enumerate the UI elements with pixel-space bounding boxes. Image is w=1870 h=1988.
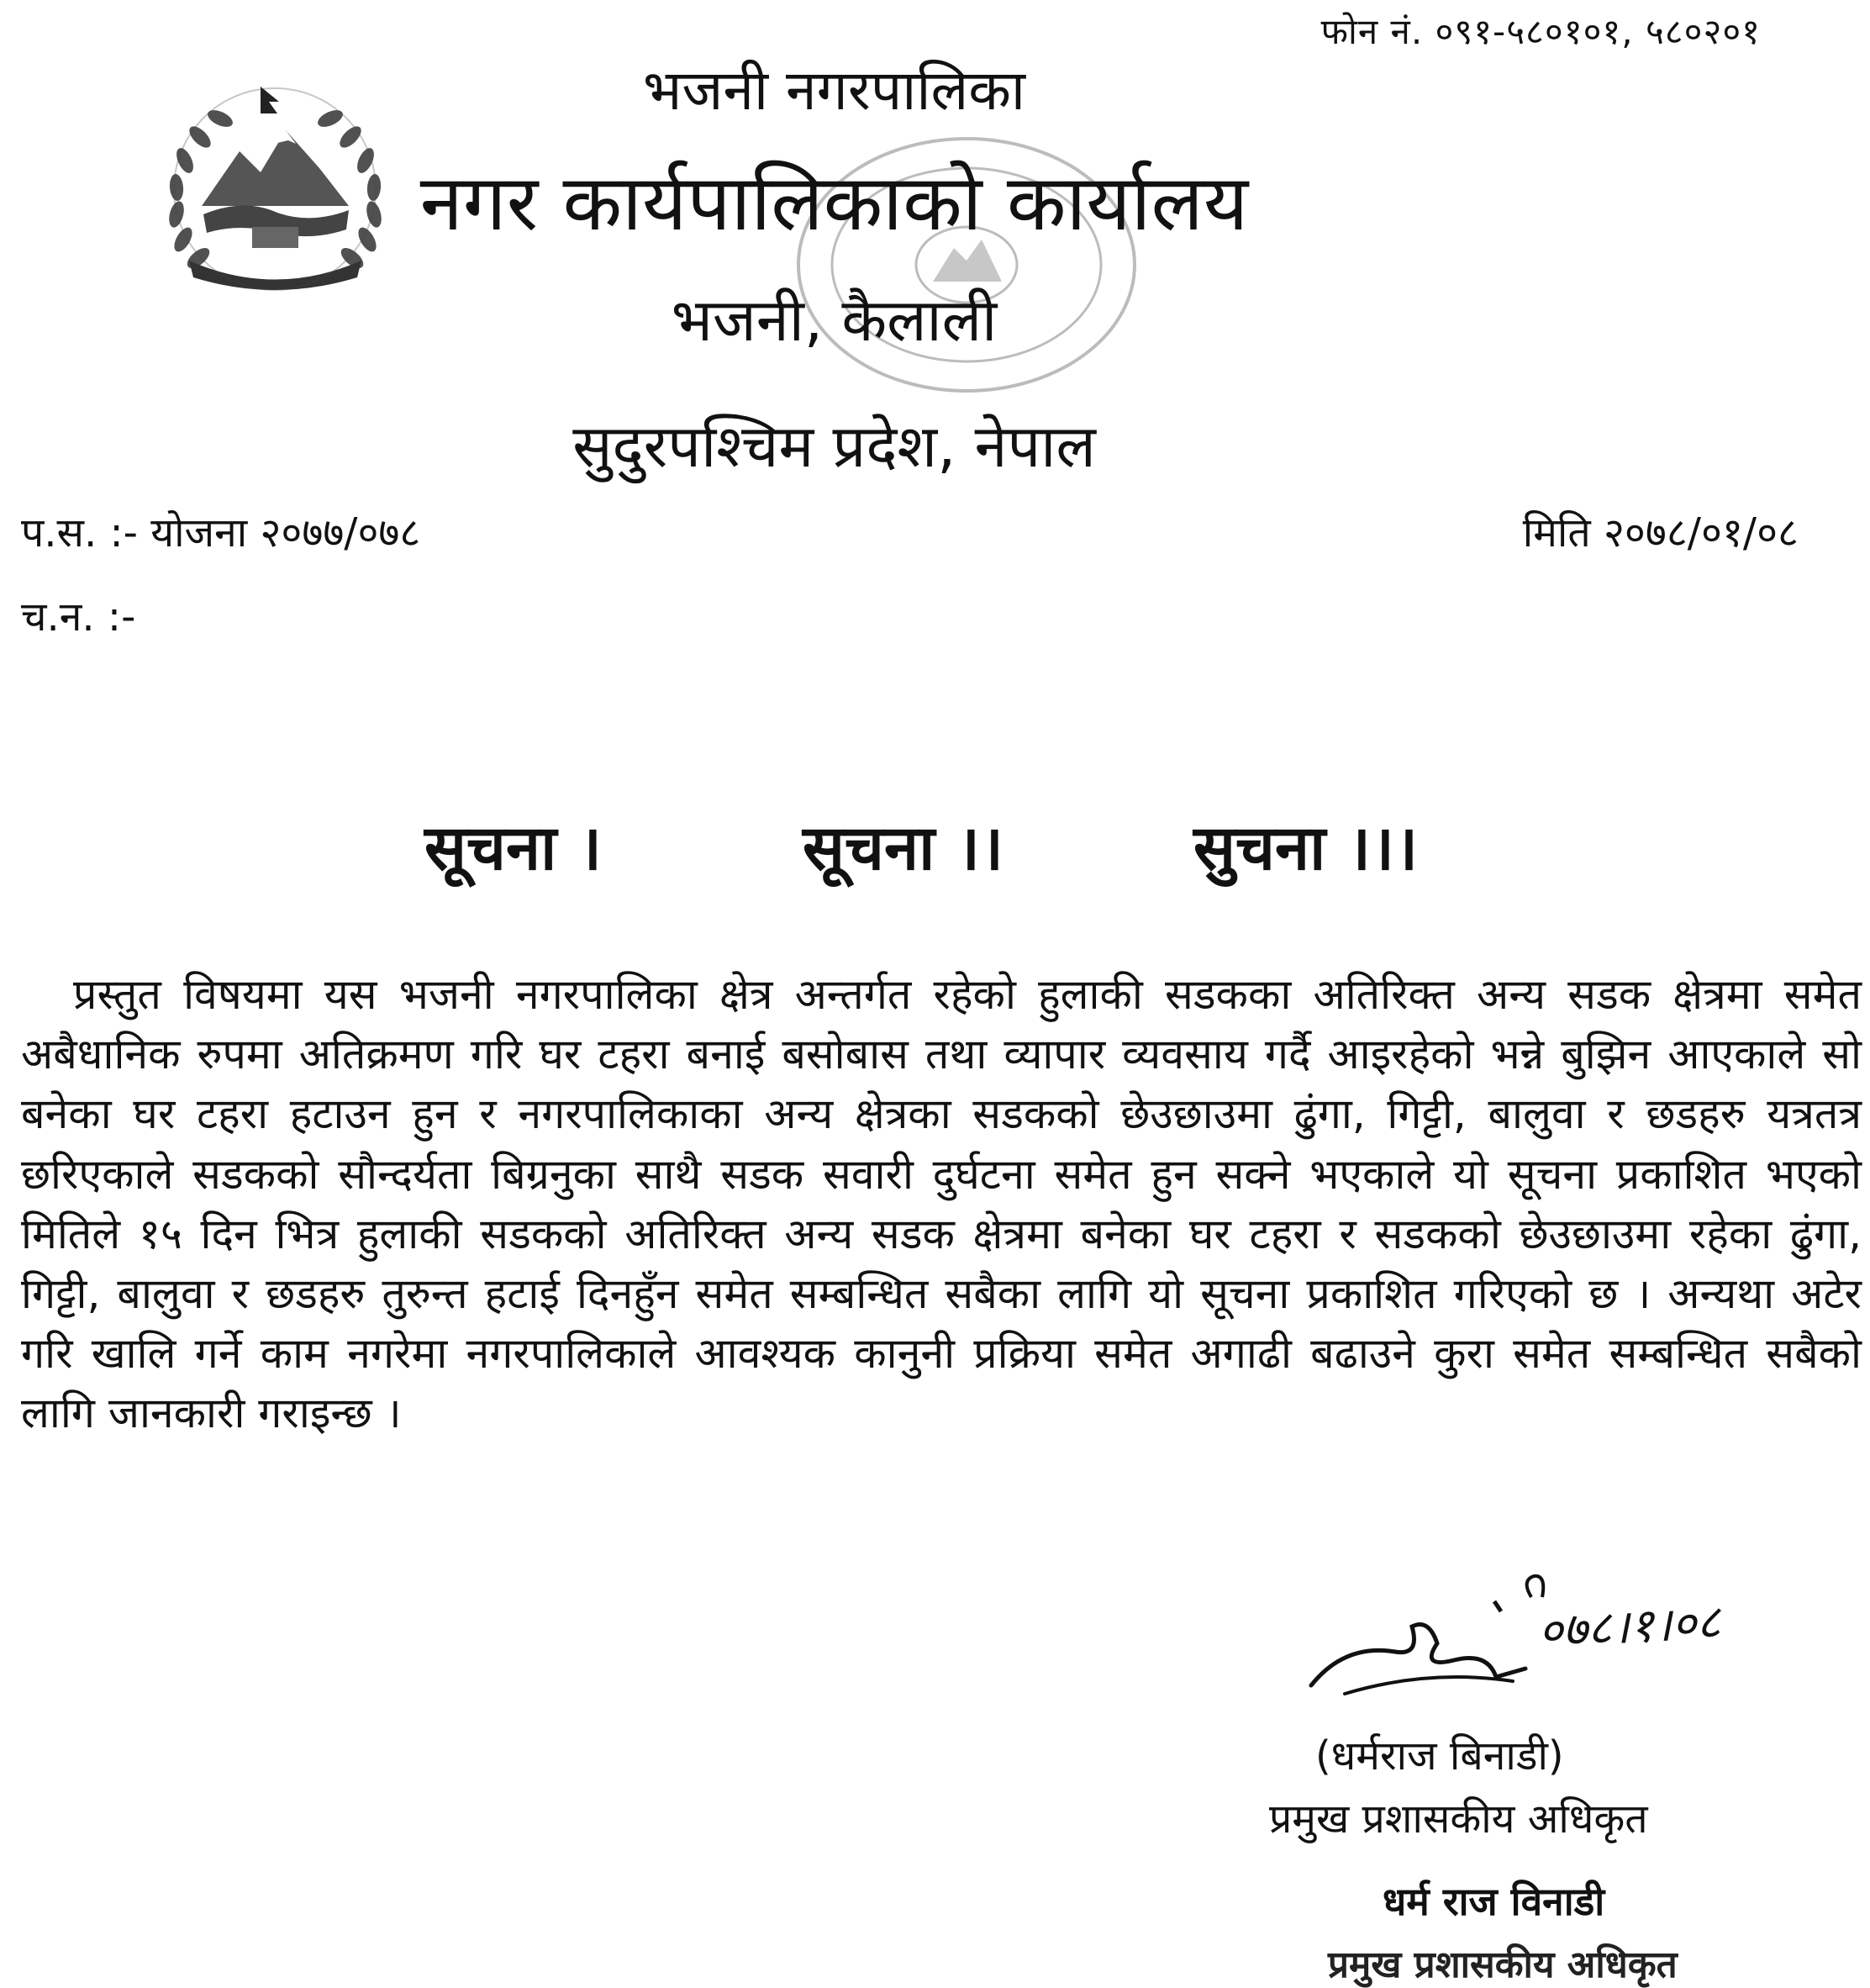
stamp-title: प्रमुख प्रशासकीय अधिकृत bbox=[1328, 1943, 1678, 1986]
letter-date: मिति २०७८/०१/०८ bbox=[1522, 509, 1799, 556]
phone-number: फोन नं. ०९१-५८०१०१, ५८०२०१ bbox=[1320, 11, 1761, 52]
officer-title: प्रमुख प्रशासकीय अधिकृत bbox=[1269, 1796, 1648, 1843]
notice-heading-2: सूचना ।। bbox=[803, 812, 1004, 884]
signature-date: ०७८।१।०८ bbox=[1536, 1595, 1722, 1659]
reference-number: प.स. :- योजना २०७७/०७८ bbox=[21, 509, 421, 556]
province-country: सुदुरपश्चिम प्रदेश, नेपाल bbox=[572, 412, 1096, 481]
notice-body: प्रस्तुत विषयमा यस भजनी नगरपालिका क्षेत्र अन्तर्गत रहेको हुलाकी सडकका अतिरिक्त अन्य सडक क्षेत्रमा समेत अबैधानिक रुपमा अतिक्रमण गरि घर टहरा बनाई बसोबास तथा व्यापार व्यवसाय गर्दै आइरहेको भन्ने बुझिन आएकाले सो बनेका घर टहरा हटाउन हुन र नगरपालिकाका अन्य क्षेत्रका सडकको छेउछाउमा ढुंगा, गिट्टी, बालुवा र छडहरु यत्रतत्र छरिएकाले सडकको सौन्दर्यता बिग्रनुका साथै सडक सवारी दुर्घटना समेत हुन सक्ने भएकाले यो सूचना प्रकाशित भएको मितिले १५ दिन भित्र हुलाकी सडकको अतिरिक्त अन्य सडक क्षेत्रमा बनेका घर टहरा र सडकको छेउछाउमा रहेका ढुंगा, गिट्टी, बालुवा र छडहरु तुरुन्त हटाई दिनहुँन समेत सम्बन्धित सबैका लागि यो सूचना प्रकाशित गरिएको छ । अन्यथा अटेर गरि खालि गर्ने काम नगरेमा नगरपालिकाले आवश्यक कानुनी प्रक्रिया समेत अगाढी बढाउने कुरा समेत सम्बन्धित सबैको लागि जानकारी गराइन्छ । bbox=[21, 970, 1862, 1438]
office-title: नगर कार्यपालिकाको कार्यालय bbox=[419, 158, 1249, 248]
dispatch-number: च.न. :- bbox=[21, 593, 136, 641]
municipality-name: भजनी नगरपालिका bbox=[642, 58, 1026, 123]
officer-name: (धर्मराज बिनाडी) bbox=[1315, 1732, 1564, 1780]
notice-heading-3: सुचना ।।। bbox=[1193, 812, 1419, 884]
notice-heading-1: सूचना । bbox=[424, 812, 603, 884]
stamp-name: धर्म राज विनाडी bbox=[1383, 1879, 1605, 1924]
office-location: भजनी, कैलाली bbox=[671, 286, 998, 355]
